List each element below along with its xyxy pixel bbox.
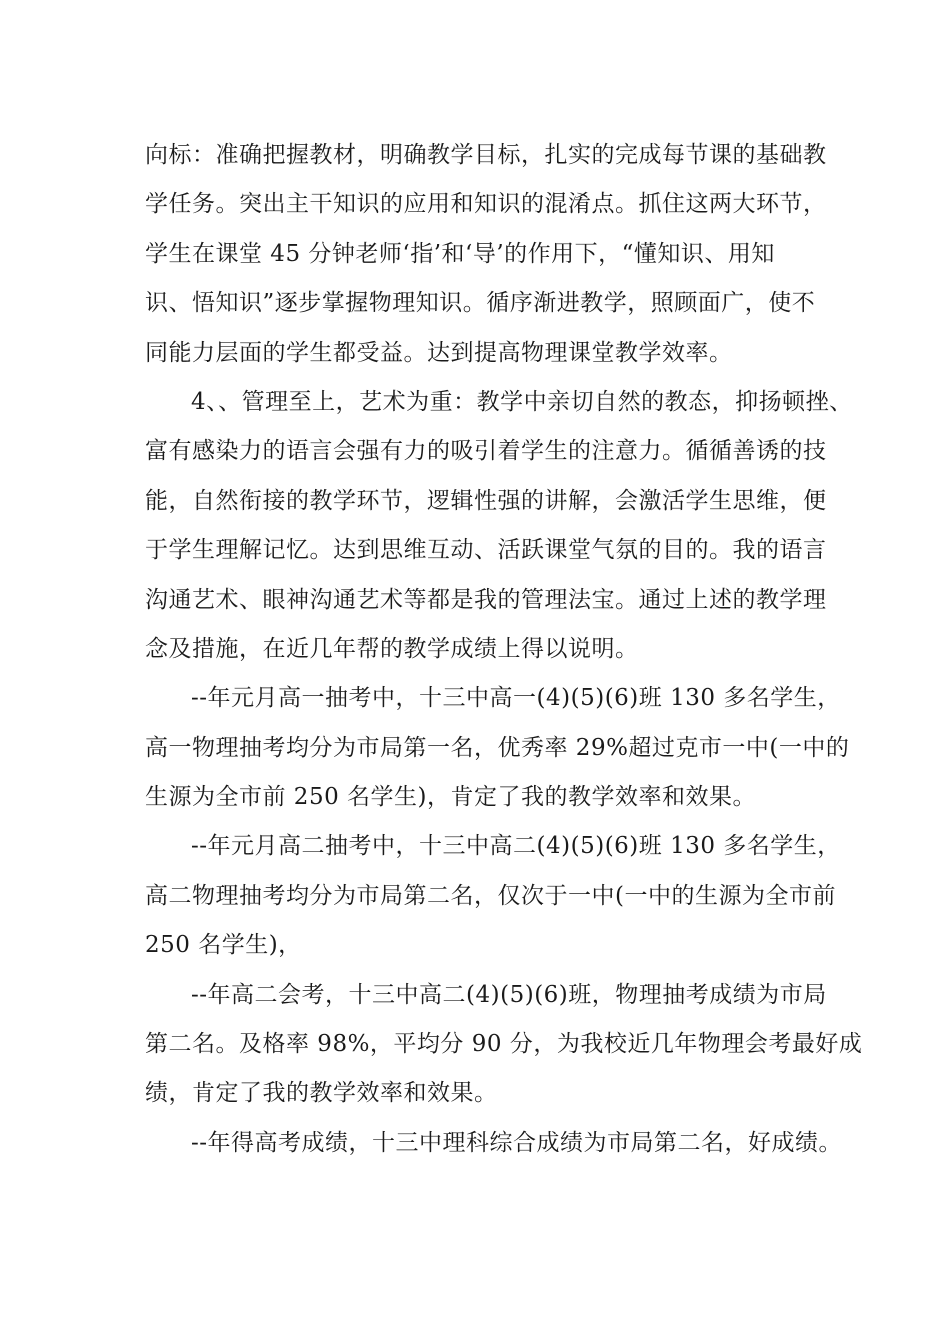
text-line: 高一物理抽考均分为市局第一名，优秀率 29%超过克市一中(一中的 <box>145 734 850 761</box>
text-line: 富有感染力的语言会强有力的吸引着学生的注意力。循循善诱的技 <box>145 438 827 465</box>
paragraph-start-line: 4、、管理至上，艺术为重：教学中亲切自然的教态，抑扬顿挫、 <box>191 388 853 415</box>
paragraph-start-line: --年元月高一抽考中，十三中高一(4)(5)(6)班 130 多名学生， <box>191 685 841 712</box>
text-line: 绩，肯定了我的教学效率和效果。 <box>145 1080 498 1107</box>
text-line: 第二名。及格率 98%，平均分 90 分，为我校近几年物理会考最好成 <box>145 1031 863 1058</box>
text-line: 能，自然衔接的教学环节，逻辑性强的讲解，会激活学生思维，便 <box>145 487 827 514</box>
text-line: 念及措施，在近几年帮的教学成绩上得以说明。 <box>145 635 639 662</box>
paragraph-start-line: --年元月高二抽考中，十三中高二(4)(5)(6)班 130 多名学生， <box>191 833 841 860</box>
document-body <box>145 131 863 1168</box>
text-line: 同能力层面的学生都受益。达到提高物理课堂教学效率。 <box>145 339 733 366</box>
text-line: 生源为全市前 250 名学生)，肯定了我的教学效率和效果。 <box>145 784 756 811</box>
text-line: 学任务。突出主干知识的应用和知识的混淆点。抓住这两大环节， <box>145 191 827 218</box>
text-line: 识、悟知识”逐步掌握物理知识。循序渐进教学，照顾面广，使不 <box>145 290 816 317</box>
text-line: 学生在课堂 45 分钟老师‘指’和‘导’的作用下，“懂知识、用知 <box>145 240 775 267</box>
text-line: 沟通艺术、眼神沟通艺术等都是我的管理法宝。通过上述的教学理 <box>145 586 827 613</box>
paragraph-start-line: --年得高考成绩，十三中理科综合成绩为市局第二名，好成绩。 <box>191 1129 843 1156</box>
text-line: 向标：准确把握教材，明确教学目标，扎实的完成每节课的基础教 <box>145 142 827 168</box>
text-line: 高二物理抽考均分为市局第二名，仅次于一中(一中的生源为全市前 <box>145 882 836 909</box>
text-line: 250 名学生)， <box>145 932 302 959</box>
paragraph-start-line: --年高二会考，十三中高二(4)(5)(6)班，物理抽考成绩为市局 <box>191 981 827 1008</box>
text-line: 于学生理解记忆。达到思维互动、活跃课堂气氛的目的。我的语言 <box>145 537 827 564</box>
